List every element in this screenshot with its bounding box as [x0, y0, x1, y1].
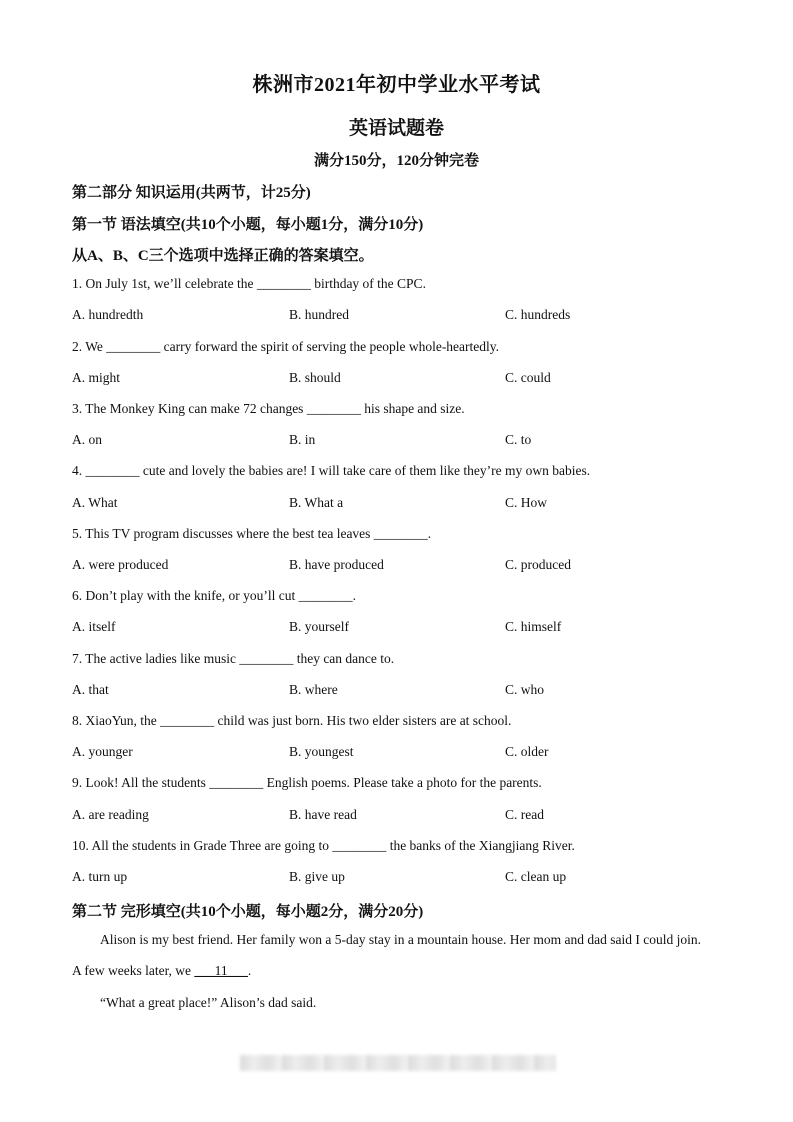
cloze-text: A few weeks later, we: [72, 963, 195, 978]
question-stem: 4. ________ cute and lovely the babies are! I will take care of them like they’re my own babies.: [72, 463, 591, 478]
question-stem: 10. All the students in Grade Three are going to ________ the banks of the Xiangjiang River.: [72, 838, 575, 853]
option-b: B. have produced: [289, 557, 384, 572]
question-options: [72, 557, 732, 575]
question-stem: 6. Don’t play with the knife, or you’ll cut ________.: [72, 588, 356, 603]
option-a: A. What: [72, 495, 118, 510]
option-b: B. have read: [289, 807, 357, 822]
question-options: [72, 495, 732, 513]
question-stem: 2. We ________ carry forward the spirit of serving the people whole-heartedly.: [72, 339, 500, 354]
cloze-paragraph-1: Alison is my best friend. Her family won a 5-day stay in a mountain house. Her mom and dad said I could join.: [100, 932, 702, 947]
option-b: B. yourself: [289, 619, 349, 634]
question-options: [72, 370, 732, 388]
option-c: C. produced: [505, 557, 571, 572]
option-b: B. where: [289, 682, 338, 697]
option-a: A. were produced: [72, 557, 169, 572]
option-b: B. What a: [289, 495, 344, 510]
question-options: [72, 807, 732, 825]
option-c: C. could: [505, 370, 551, 385]
option-a: A. itself: [72, 619, 116, 634]
question-options: [72, 682, 732, 700]
question-stem: 1. On July 1st, we’ll celebrate the ________ birthday of the CPC.: [72, 276, 426, 291]
option-b: B. hundred: [289, 307, 349, 322]
question-options: [72, 307, 732, 325]
cloze-text: .: [247, 963, 252, 978]
option-a: A. turn up: [72, 869, 128, 884]
option-b: B. youngest: [289, 744, 354, 759]
option-c: C. himself: [505, 619, 562, 634]
option-c: C. read: [505, 807, 544, 822]
exam-score-note: 满分150分，120分钟完卷: [313, 153, 479, 169]
option-a: A. hundredth: [72, 307, 144, 322]
option-c: C. older: [505, 744, 549, 759]
option-b: B. in: [289, 432, 316, 447]
cloze-blank-11: ___11___: [194, 963, 248, 978]
question-stem: 3. The Monkey King can make 72 changes ________ his shape and size.: [72, 401, 465, 416]
blurred-watermark: [240, 1055, 556, 1071]
exam-title: 株洲市2021年初中学业水平考试: [252, 74, 541, 96]
option-c: C. clean up: [505, 869, 567, 884]
question-options: [72, 432, 732, 450]
option-a: A. are reading: [72, 807, 149, 822]
option-a: A. might: [72, 370, 121, 385]
option-b: B. should: [289, 370, 341, 385]
section1-heading: 第一节 语法填空(共10个小题，每小题1分，满分10分): [72, 217, 424, 233]
section2-heading: 第二节 完形填空(共10个小题，每小题2分，满分20分): [72, 904, 424, 920]
question-options: [72, 744, 732, 762]
option-c: C. to: [505, 432, 532, 447]
part-heading: 第二部分 知识运用(共两节，计25分): [72, 185, 311, 201]
option-c: C. How: [505, 495, 548, 510]
question-stem: 8. XiaoYun, the ________ child was just born. His two elder sisters are at school.: [72, 713, 512, 728]
cloze-paragraph-2: [72, 963, 251, 979]
cloze-paragraph-3: “What a great place!” Alison’s dad said.: [100, 995, 317, 1010]
section1-instruction: 从A、B、C三个选项中选择正确的答案填空。: [72, 248, 374, 264]
option-a: A. younger: [72, 744, 133, 759]
option-a: A. on: [72, 432, 102, 447]
question-stem: 9. Look! All the students ________ English poems. Please take a photo for the parents.: [72, 775, 542, 790]
question-options: [72, 619, 732, 637]
option-b: B. give up: [289, 869, 345, 884]
question-stem: 7. The active ladies like music ________ they can dance to.: [72, 651, 395, 666]
option-c: C. who: [505, 682, 545, 697]
exam-subtitle: 英语试题卷: [348, 118, 444, 139]
question-options: [72, 869, 732, 887]
option-a: A. that: [72, 682, 109, 697]
option-c: C. hundreds: [505, 307, 571, 322]
question-stem: 5. This TV program discusses where the best tea leaves ________.: [72, 526, 432, 541]
